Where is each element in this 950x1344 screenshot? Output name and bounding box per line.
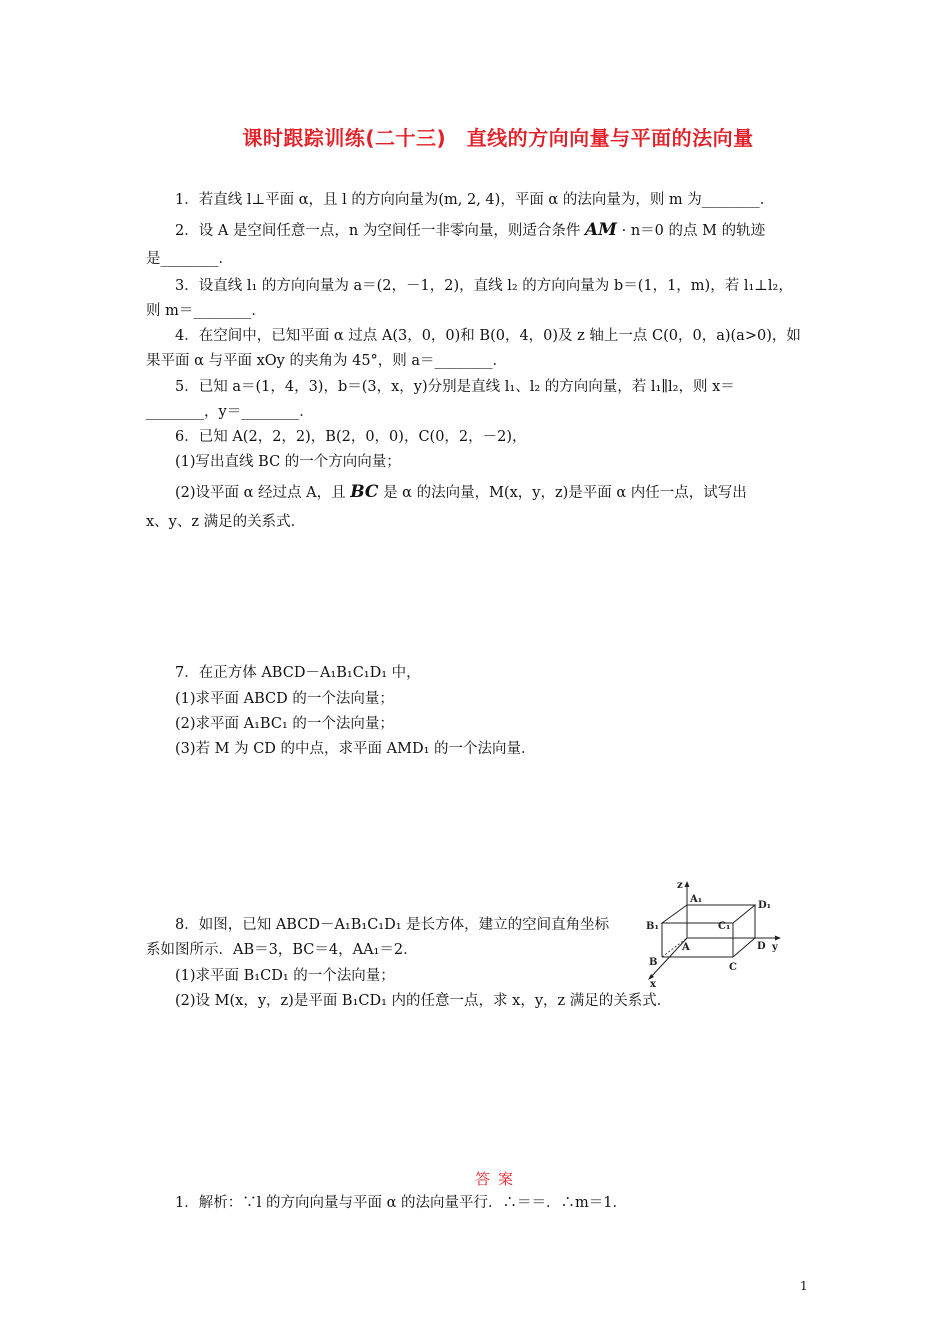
vector-am: AM (584, 220, 617, 240)
top-face (662, 905, 755, 923)
question-4-line-1: 4．在空间中，已知平面 α 过点 A(3，0，0)和 B(0，4，0)及 z 轴上一点 C(0，0，a)(a>0)，如 (175, 328, 801, 344)
page-number: 1 (800, 1279, 808, 1293)
question-6-part-2-line-2: x、y、z 满足的关系式． (146, 514, 306, 530)
vector-bc: BC (350, 482, 379, 502)
question-5-line-1: 5．已知 a＝(1，4，3)，b＝(3，x，y)分别是直线 l₁、l₂ 的方向向量，若 l₁∥l₂，则 x＝ (175, 379, 735, 395)
label-d1: D₁ (758, 900, 772, 911)
question-2-line-1 (175, 220, 765, 241)
question-8-line-1: 8．如图，已知 ABCD－A₁B₁C₁D₁ 是长方体，建立的空间直角坐标 (175, 917, 610, 933)
question-6-part-1: (1)写出直线 BC 的一个方向向量； (175, 454, 401, 470)
question-2-line-2: 是________． (146, 251, 233, 267)
edge-c-d (733, 938, 755, 957)
page-title: 课时跟踪训练(二十三) 直线的方向向量与平面的法向量 (242, 126, 754, 150)
question-6: 6．已知 A(2，2，2)，B(2，0，0)，C(0，2，－2)， (175, 429, 527, 445)
label-c1: C₁ (718, 921, 731, 932)
question-2-text-b: · n＝0 的点 M 的轨迹 (621, 223, 766, 239)
label-y: y (772, 942, 778, 953)
question-5-line-2: ________，y＝________． (146, 404, 314, 420)
label-x: x (650, 979, 656, 988)
question-3-line-2: 则 m＝________． (146, 303, 266, 319)
question-7-part-2: (2)求平面 A₁BC₁ 的一个法向量； (175, 716, 394, 732)
answers-heading: 答案 (474, 1170, 521, 1188)
label-b: B (649, 957, 658, 968)
question-4-line-2: 果平面 α 与平面 xOy 的夹角为 45°，则 a＝________． (146, 353, 508, 369)
y-arrow (775, 936, 781, 941)
question-8-part-2: (2)设 M(x，y，z)是平面 B₁CD₁ 内的任意一点，求 x，y，z 满足的关系式． (175, 993, 672, 1009)
label-d: D (757, 941, 766, 952)
label-b1: B₁ (646, 921, 659, 932)
question-6-part-2-text-a: (2)设平面 α 经过点 A，且 (175, 485, 346, 501)
label-a: A (682, 942, 690, 953)
question-2-text-a: 2．设 A 是空间任意一点，n 为空间任一非零向量，则适合条件 (175, 223, 581, 239)
z-arrow (685, 881, 690, 887)
question-7: 7．在正方体 ABCD－A₁B₁C₁D₁ 中， (175, 665, 421, 681)
label-z: z (677, 880, 683, 891)
question-7-part-1: (1)求平面 ABCD 的一个法向量； (175, 691, 394, 707)
answer-1: 1．解析：∵l 的方向向量与平面 α 的法向量平行．∴＝＝．∴m＝1． (175, 1195, 627, 1211)
label-a1: A₁ (690, 894, 703, 905)
cuboid-figure (640, 878, 790, 988)
question-8-part-1: (1)求平面 B₁CD₁ 的一个法向量； (175, 968, 395, 984)
question-7-part-3: (3)若 M 为 CD 的中点，求平面 AMD₁ 的一个法向量． (175, 741, 536, 757)
question-8-line-2: 系如图所示．AB＝3，BC＝4，AA₁＝2． (146, 942, 418, 958)
question-6-part-2-text-b: 是 α 的法向量，M(x，y，z)是平面 α 内任一点，试写出 (383, 485, 747, 501)
label-c: C (729, 962, 737, 973)
question-1: 1．若直线 l⊥平面 α，且 l 的方向向量为(m, 2, 4)，平面 α 的法向量为，则 m 为________． (175, 192, 775, 208)
question-6-part-2-line-1 (175, 482, 747, 503)
question-3-line-1: 3．设直线 l₁ 的方向向量为 a＝(2，－1，2)，直线 l₂ 的方向向量为 b＝(1，1，m)，若 l₁⊥l₂， (175, 278, 793, 294)
